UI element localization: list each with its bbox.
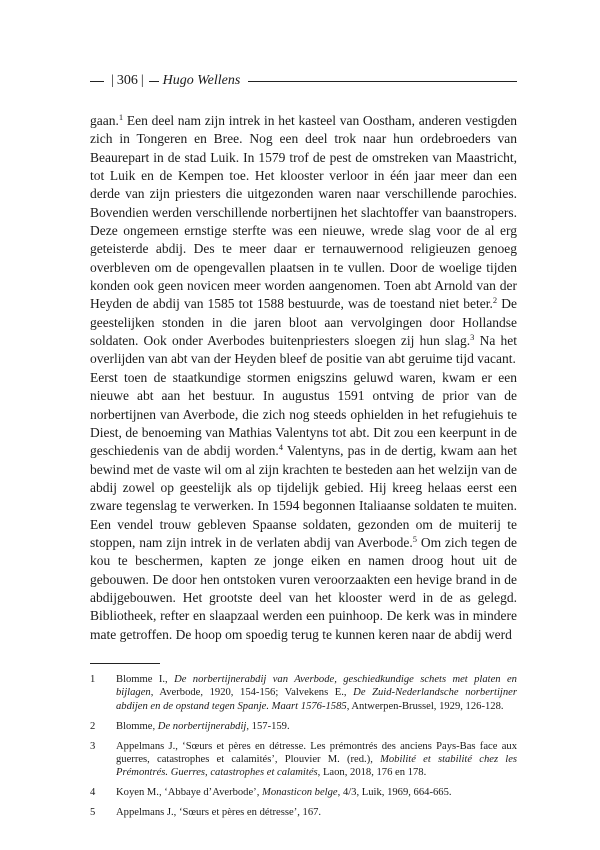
footnotes (90, 673, 517, 826)
footnote-text (116, 720, 517, 733)
footnote-ref-1[interactable]: 1 (118, 112, 124, 122)
text-span: Een deel nam zijn intrek in het kasteel van Oostham, anderen vestigden zich in Tongeren en Bree. Nog een deel trok naar hun ordebroeders van Beaurepart in de stad Luik. In 1579 trof de pest de omstreken van Maastricht, tot Luik en de Kempen toe. Het klooster verloor in één jaar meer dan een derde van zijn priesters die uitgezonden waren naar verschillende parochies. Bovendien werden verschillende norbertijnen het slachtoffer van baanstropers. Deze ongemeen ernstige sterfte was een nieuwe, wrede slag voor de al erg geteisterde abdij. Des te meer daar er ternauwernood religieuzen genoeg overbleven om de opengevallen plaatsen in te vullen. Door de woelige tijden konden ook geen novicen meer worden aangenomen. Toen abt Arnold van der Heyden de abdij van 1585 tot 1588 bestuurde, was de toestand niet beter. (90, 113, 517, 312)
citation-title: De norbertijnerabdij van Averbode, geschiedkundige schets met platen en bijlagen (116, 674, 517, 699)
footnote-1 (90, 673, 517, 713)
text-span: De geestelijken stonden in die jaren bloot aan vervolgingen door Hollandse soldaten. Ook onder Averbodes buitenpriesters sloegen zij hun slag. (90, 296, 517, 349)
footnote-separator (90, 663, 160, 664)
text-span: Valentyns, pas in de dertig, kwam aan het bewind met de vaste wil om al zijn krachten te besteden aan het welzijn van de abdij zowel op geestelijk als op tijdelijk gebied. Hij kreeg helaas eerst een zware tegenslag te verwerken. In 1594 begonnen Italiaanse soldaten te muiten. Een vendel trouw gebleven Spaanse soldaten, gezonden om de muiterij te stoppen, nam zijn intrek in de verlaten abdij van Averbode. (90, 443, 517, 550)
citation-title: De Zuid-Nederlandsche norbertijner abdijen en de opstand tegen Spanje. Maart 1576-1585 (116, 687, 517, 712)
running-author: Hugo Wellens (162, 73, 241, 88)
footnote-number: 3 (90, 740, 96, 752)
footnote-text (116, 740, 517, 780)
text-span: Eerst toen de staatkundige stormen enigszins geluwd waren, kwam er een nieuwe abt aan het bestuur. In augustus 1591 ontving de prior van de norbertijnen van Averbode, die zich nog steeds ophielden in het refugiehuis te Diest, de benoeming van Mathias Valentyns tot abt. Dit zou een keerpunt in de geschiedenis van de abdij worden. (90, 369, 517, 459)
footnote-ref-4[interactable]: 4 (278, 442, 283, 453)
citation-title: Monasticon belge (262, 787, 338, 799)
footnote-2 (90, 720, 517, 733)
footnote-3 (90, 740, 517, 780)
text-span: , Averbode, 1920, 154-156; Valvekens E., (150, 687, 354, 699)
header-separator: | (140, 73, 144, 88)
footnote-text (116, 786, 517, 799)
footnote-ref-5[interactable]: 5 (412, 533, 418, 544)
footnote-5 (90, 806, 517, 819)
page-number: 306 (116, 73, 138, 88)
main-text (90, 112, 517, 644)
footnote-text (116, 806, 517, 819)
footnote-number: 2 (90, 720, 96, 732)
text-span: , Antwerpen-Brussel, 1929, 126-128. (346, 700, 504, 712)
text-span: Om zich tegen de kou te beschermen, kapten ze jonge eiken en namen droog hout uit de gebouwen. De door hen ontstoken vuren veroorzaakten een hevige brand in de abdijgebouwen. Het grootste deel van het klooster werd in de as gelegd. Bibliotheek, refter en slaapzaal werden een puinhoop. De kerk was in mindere mate getroffen. De hoop om spoedig terug te kunnen keren naar de abdij werd (90, 534, 517, 642)
text-span: Koyen M., ‘Abbaye d’Averbode’, (116, 787, 263, 799)
header-dash (149, 81, 159, 82)
citation-title: De norbertijnerabdij (157, 720, 247, 732)
footnote-number: 1 (90, 674, 96, 685)
text-span: Blomme I., (116, 674, 175, 685)
text-span: Na het overlijden van abt van der Heyden bleef de positie van abt geruime tijd vacant. (90, 333, 518, 367)
footnote-number: 4 (90, 787, 96, 799)
text-span: gaan. (90, 113, 119, 128)
paragraph-2 (90, 369, 517, 644)
text-span: , Laon, 2018, 176 en 178. (317, 767, 427, 779)
footnote-ref-3[interactable]: 3 (470, 332, 475, 343)
text-span: Blomme, (116, 720, 158, 732)
footnote-number: 5 (90, 807, 96, 819)
header-separator: | (111, 73, 114, 88)
text-span: , 157-159. (246, 720, 290, 732)
text-span: , 4/3, Luik, 1969, 664-665. (337, 787, 452, 799)
running-header (90, 72, 517, 90)
paragraph-1 (90, 112, 517, 369)
header-rule (248, 81, 517, 82)
footnote-ref-2[interactable]: 2 (492, 295, 498, 306)
header-dash (90, 81, 104, 82)
footnote-text (116, 673, 517, 713)
text-span: Appelmans J., ‘Sœurs et pères en détresse. Les prémontrés des anciens Pays-Bas face aux guerres, catastrophes et calamités’, Plouvier M. (red.), (116, 740, 517, 766)
text-span: Appelmans J., ‘Sœurs et pères en détresse’, 167. (116, 807, 322, 819)
footnote-4 (90, 786, 517, 799)
citation-title: Mobilité et stabilité chez les Prémontrés. Guerres, catastrophes et calamités (116, 754, 518, 779)
